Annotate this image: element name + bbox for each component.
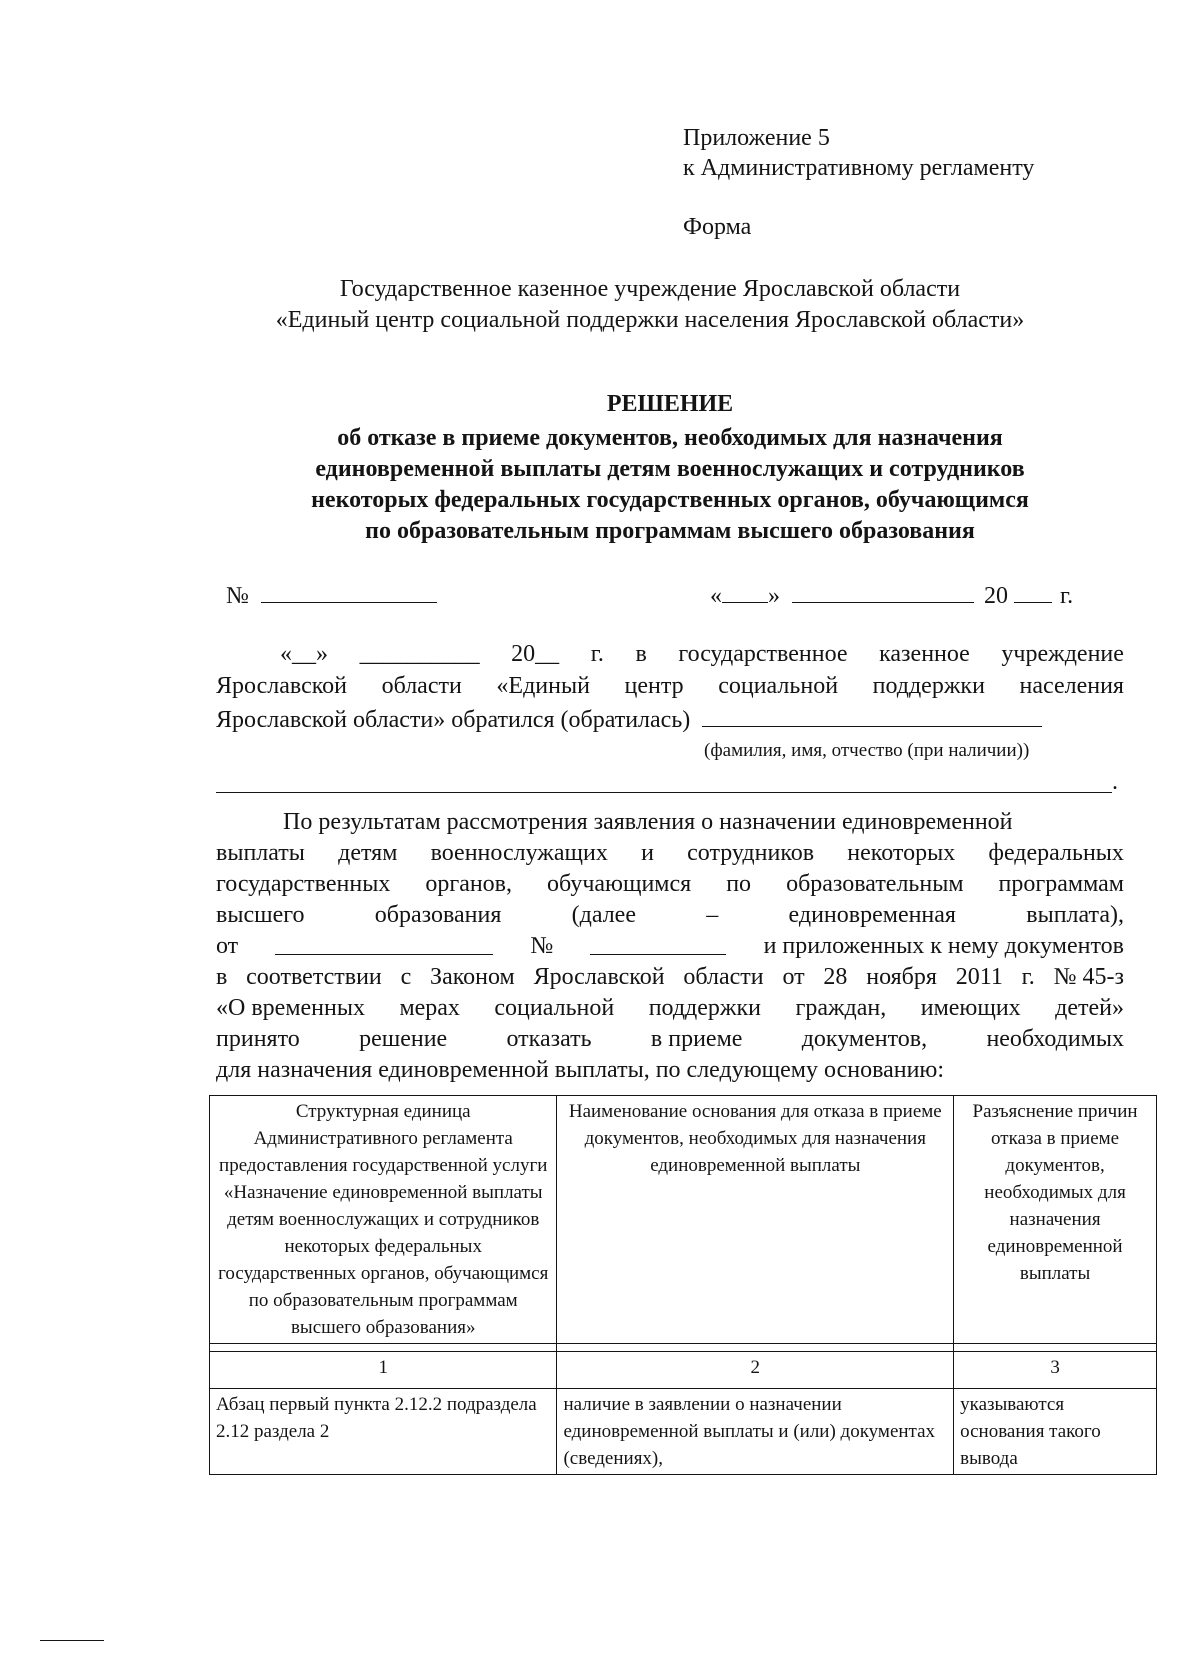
word: __________ <box>359 641 480 667</box>
para2-line-7 <box>216 994 1124 1023</box>
table-header-row <box>210 1096 1157 1344</box>
document-title: РЕШЕНИЕ <box>606 391 734 417</box>
word: области <box>683 964 764 990</box>
word: обучающимся <box>547 871 692 897</box>
word: учреждение <box>1001 641 1124 667</box>
separator-cell <box>210 1344 557 1352</box>
word: мерах <box>399 995 460 1021</box>
word: от <box>782 964 805 990</box>
number-sign: № <box>226 583 249 609</box>
word: детям <box>338 840 398 866</box>
word: в <box>635 641 647 667</box>
column-number-cell: 1 <box>210 1352 557 1389</box>
word: необходимых <box>986 1026 1124 1052</box>
para2-line-1: По результатам рассмотрения заявления о назначении единовременной <box>283 809 1013 835</box>
word: государственное <box>678 641 848 667</box>
word: образования <box>374 902 502 928</box>
word: в <box>216 964 228 990</box>
column-number-cell: 3 <box>954 1352 1157 1389</box>
column-number-cell: 2 <box>557 1352 954 1389</box>
word: населения <box>1019 673 1124 699</box>
word: поддержки <box>648 995 761 1021</box>
title-line-4: по образовательным программам высшего образования <box>365 518 975 544</box>
from-label: от <box>216 933 239 959</box>
word: решение <box>359 1026 448 1052</box>
word: некоторых <box>847 840 956 866</box>
applicant-name-caption: (фамилия, имя, отчество (при наличии)) <box>704 740 1030 761</box>
year-suffix: г. <box>1060 583 1074 609</box>
table-cell: Абзац первый пункта 2.12.2 подраздела 2.12 раздела 2 <box>210 1389 557 1475</box>
day-blank <box>722 580 768 603</box>
para1-line-3 <box>216 704 1042 735</box>
word: по <box>726 871 752 897</box>
refusal-grounds-table <box>209 1095 1157 1475</box>
applicant-name-blank <box>702 704 1042 727</box>
word: граждан, <box>795 995 887 1021</box>
word: имеющих <box>920 995 1021 1021</box>
title-line-3: некоторых федеральных государственных органов, обучающимся <box>311 487 1029 513</box>
number-field <box>226 580 437 611</box>
word: федеральных <box>988 840 1124 866</box>
separator-cell <box>954 1344 1157 1352</box>
year-blank <box>1014 580 1052 603</box>
table-row <box>210 1389 1157 1475</box>
word: поддержки <box>872 673 985 699</box>
line-end-period: . <box>1112 769 1118 795</box>
word: г. <box>1021 964 1035 990</box>
appendix-line-2: к Административному регламенту <box>683 155 1035 181</box>
organization-line-2: «Единый центр социальной поддержки населения Ярославской области» <box>275 307 1025 333</box>
word: в приеме <box>650 1026 743 1052</box>
word: 28 <box>823 964 848 990</box>
word: ноября <box>866 964 937 990</box>
word: (далее <box>571 902 636 928</box>
para2-line-5 <box>216 932 1124 961</box>
applicant-label: Ярославской области» обратился (обратилась) <box>216 707 691 733</box>
word: соответствии <box>246 964 382 990</box>
word: высшего <box>216 902 305 928</box>
word: программам <box>998 871 1124 897</box>
number-label: № <box>530 933 554 959</box>
line5-rest: и приложенных к нему документов <box>763 933 1124 959</box>
word: Ярославской <box>533 964 665 990</box>
word: государственных <box>216 871 391 897</box>
word: выплата), <box>1026 902 1124 928</box>
quote-open: « <box>710 583 722 609</box>
word: области <box>381 673 462 699</box>
footnote-separator <box>40 1640 104 1641</box>
table-header-cell: Структурная единица Административного регламента предоставления государственной услуги «Назначение единовременной выплаты детям военнослужащих и сотрудников некоторых федеральных государственных органов, обучающимся по образовательным программам высшего образования» <box>210 1096 557 1344</box>
table-separator-row <box>210 1344 1157 1352</box>
table-column-number-row <box>210 1352 1157 1389</box>
para2-line-9: для назначения единовременной выплаты, по следующему основанию: <box>216 1057 945 1083</box>
word: казенное <box>879 641 970 667</box>
word: «__» <box>280 641 328 667</box>
word: детей» <box>1055 995 1124 1021</box>
para2-line-8 <box>216 1025 1124 1054</box>
word: Законом <box>430 964 515 990</box>
word: принято <box>216 1026 300 1052</box>
word: документов, <box>801 1026 928 1052</box>
title-line-1: об отказе в приеме документов, необходимых для назначения <box>337 425 1003 451</box>
para2-line-3 <box>216 870 1124 899</box>
number-blank <box>261 580 437 603</box>
table-header-cell: Наименование основания для отказа в приеме документов, необходимых для назначения единовременной выплаты <box>557 1096 954 1344</box>
word: 2011 <box>955 964 1003 990</box>
word: военнослужащих <box>430 840 608 866</box>
word: – <box>706 902 719 928</box>
word: органов, <box>425 871 513 897</box>
quote-close: » <box>768 583 780 609</box>
word: социальной <box>494 995 615 1021</box>
word: образовательным <box>786 871 964 897</box>
word: г. <box>590 641 604 667</box>
word: социальной <box>718 673 839 699</box>
para2-line-4 <box>216 901 1124 930</box>
word: отказать <box>506 1026 592 1052</box>
organization-line-1: Государственное казенное учреждение Ярославской области <box>339 276 961 302</box>
word: «О временных <box>216 995 365 1021</box>
month-blank <box>792 580 974 603</box>
word: единовременная <box>788 902 956 928</box>
word: центр <box>624 673 684 699</box>
table-cell: наличие в заявлении о назначении единовременной выплаты и (или) документах (сведениях), <box>557 1389 954 1475</box>
word: 20__ <box>511 641 560 667</box>
table-cell: указываются основания такого вывода <box>954 1389 1157 1475</box>
form-label: Форма <box>683 214 752 240</box>
table-header-cell: Разъяснение причин отказа в приеме документов, необходимых для назначения единовременной выплаты <box>954 1096 1157 1344</box>
appendix-line-1: Приложение 5 <box>683 125 830 151</box>
application-date-blank <box>275 932 493 955</box>
para1-line-2 <box>216 672 1124 701</box>
word: сотрудников <box>687 840 815 866</box>
para1-line-1 <box>280 640 1124 669</box>
title-line-2: единовременной выплаты детям военнослужащих и сотрудников <box>315 456 1025 482</box>
year-prefix: 20 <box>984 583 1008 609</box>
word: Ярославской <box>216 673 348 699</box>
applicant-continuation-line <box>216 792 1112 793</box>
word: с <box>400 964 412 990</box>
word: «Единый <box>496 673 590 699</box>
application-number-blank <box>590 932 726 955</box>
word: № 45-з <box>1053 964 1124 990</box>
para2-line-6 <box>216 963 1124 992</box>
separator-cell <box>557 1344 954 1352</box>
word: выплаты <box>216 840 305 866</box>
date-field <box>710 580 1073 611</box>
para2-line-2 <box>216 839 1124 868</box>
word: и <box>641 840 654 866</box>
